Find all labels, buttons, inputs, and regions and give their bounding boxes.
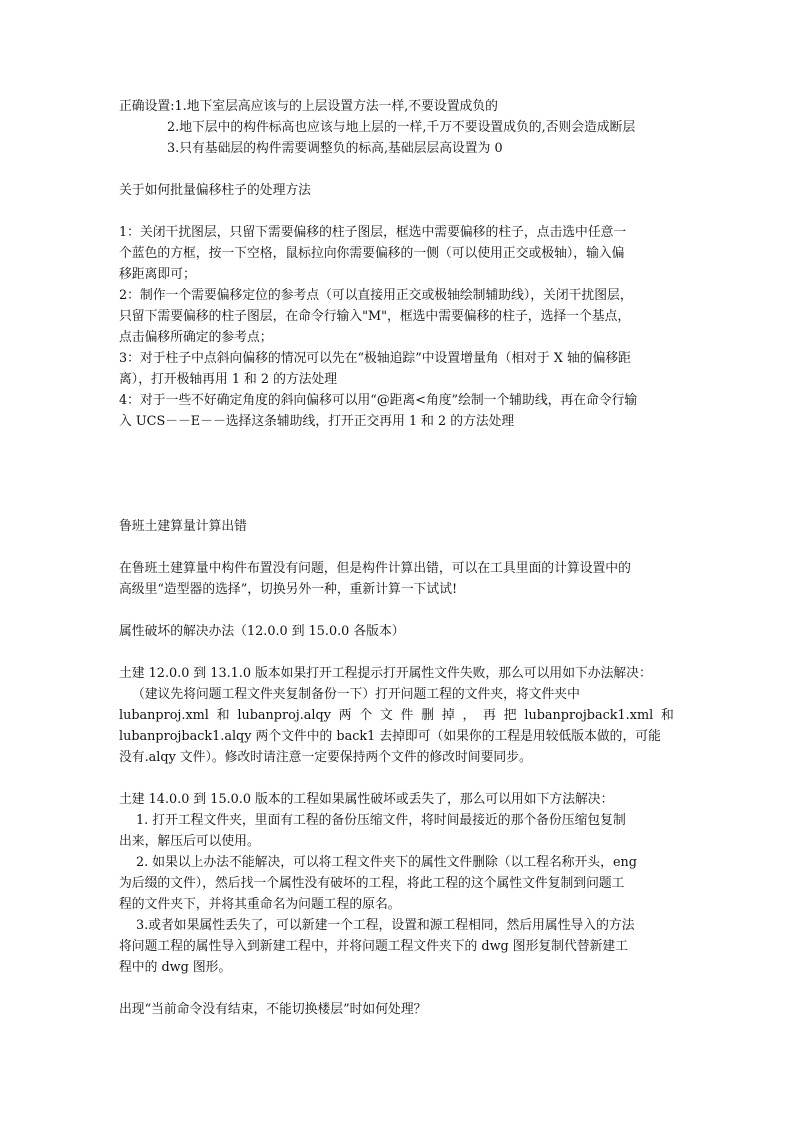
- column-offset-heading: 关于如何批量偏移柱子的处理方法: [119, 183, 311, 198]
- column-offset-step1-line3: 移距离即可；: [119, 267, 196, 282]
- floor-switch-heading: 出现“当前命令没有结束，不能切换楼层”时如何处理？: [119, 1002, 427, 1017]
- v12-step-line-2: [119, 705, 674, 726]
- word: 和: [661, 708, 674, 723]
- column-offset-step2-line3: 点击偏移所确定的参考点；: [119, 330, 273, 345]
- v12-step-line-3: lubanprojback1.alqy 两个文件中的 back1 去掉即可（如果你的工程是用较低版本做的，可能: [119, 729, 661, 744]
- word: 掉: [441, 708, 455, 723]
- v14-step1-line-2: 出来，解压后可以使用。: [119, 834, 260, 849]
- v14-step1-line-1: 1. 打开工程文件夹，里面有工程的备份压缩文件，将时间最接近的那个备份压缩包复制: [136, 813, 626, 828]
- column-offset-step3-line1: 3：对于柱子中点斜向偏移的情况可以先在“极轴追踪”中设置增量角（相对于 X 轴的偏移距: [119, 351, 631, 366]
- v14-step3-line-1: 3.或者如果属性丢失了，可以新建一个工程，设置和源工程相同，然后用属性导入的方法: [136, 918, 635, 933]
- v14-step2-line-1: 2. 如果以上办法不能解决，可以将工程文件夹下的属性文件删除（以工程名称开头，eng: [136, 855, 637, 870]
- word: 两: [338, 708, 352, 723]
- column-offset-step1-line2: 个蓝色的方框，按一下空格，鼠标拉向你需要偏移的一侧（可以使用正交或极轴），输入偏: [119, 246, 625, 261]
- v14-intro-line: 土建 14.0.0 到 15.0.0 版本的工程如果属性破坏或丢失了，那么可以用如下方法解决：: [119, 792, 614, 807]
- v14-step3-line-2: 将问题工程的属性导入到新建工程中，并将问题工程文件夹下的 dwg 图形复制代替新建工: [119, 939, 628, 954]
- v14-step3-line-3: 程中的 dwg 图形。: [119, 960, 232, 975]
- word: ，: [462, 708, 476, 723]
- v12-intro-line: 土建 12.0.0 到 13.1.0 版本如果打开工程提示打开属性文件失败，那么可以用如下办法解决：: [119, 666, 652, 681]
- word: lubanproj.xml: [119, 708, 209, 723]
- word: 件: [400, 708, 414, 723]
- calc-error-heading: 鲁班土建算量计算出错: [119, 519, 247, 534]
- settings-line-1: 正确设置:1.地下室层高应该与的上层设置方法一样,不要设置成负的: [119, 99, 498, 114]
- settings-line-2: 2.地下层中的构件标高也应该与地上层的一样,千万不要设置成负的,否则会造成断层: [167, 120, 636, 135]
- v12-step-line-1: （建议先将问题工程文件夹复制备份一下）打开问题工程的文件夹，将文件夹中: [132, 687, 580, 702]
- word: lubanproj.alqy: [237, 708, 331, 723]
- attribute-damage-heading: 属性破坏的解决办法（12.0.0 到 15.0.0 各版本）: [119, 624, 405, 639]
- word: 和: [216, 708, 230, 723]
- column-offset-step3-line2: 离），打开极轴再用 1 和 2 的方法处理: [119, 372, 338, 387]
- calc-error-line-2: 高级里“造型器的选择”，切换另外一种，重新计算一下试试!: [119, 582, 458, 597]
- column-offset-step2-line2: 只留下需要偏移的柱子图层，在命令行输入"M"，框选中需要偏移的柱子，选择一个基点，: [119, 309, 631, 324]
- v14-step2-line-2: 为后缀的文件），然后找一个属性没有破坏的工程，将此工程的这个属性文件复制到问题工: [119, 876, 625, 891]
- word: 把: [503, 708, 517, 723]
- column-offset-step4-line1: 4：对于一些不好确定角度的斜向偏移可以用“@距离<角度”绘制一个辅助线，再在命令行输: [119, 393, 638, 408]
- word: lubanprojback1.xml: [524, 708, 654, 723]
- v14-step2-line-3: 程的文件夹下，并将其重命名为问题工程的原名。: [119, 897, 401, 912]
- column-offset-step1-line1: 1：关闭干扰图层，只留下需要偏移的柱子图层，框选中需要偏移的柱子，点击选中任意一: [119, 225, 627, 240]
- column-offset-step2-line1: 2：制作一个需要偏移定位的参考点（可以直接用正交或极轴绘制辅助线），关闭干扰图层，: [119, 288, 633, 303]
- word: 再: [483, 708, 496, 723]
- settings-line-3: 3.只有基础层的构件需要调整负的标高,基础层层高设置为 0: [167, 141, 503, 156]
- word: 删: [421, 708, 435, 723]
- v12-step-line-4: 没有.alqy 文件）。修改时请注意一定要保持两个文件的修改时间要同步。: [119, 750, 532, 765]
- word: 文: [380, 708, 393, 723]
- column-offset-step4-line2: 入 UCS－－E－－选择这条辅助线，打开正交再用 1 和 2 的方法处理: [119, 414, 515, 429]
- calc-error-line-1: 在鲁班土建算量中构件布置没有问题，但是构件计算出错，可以在工具里面的计算设置中的: [119, 561, 631, 576]
- word: 个: [359, 708, 373, 723]
